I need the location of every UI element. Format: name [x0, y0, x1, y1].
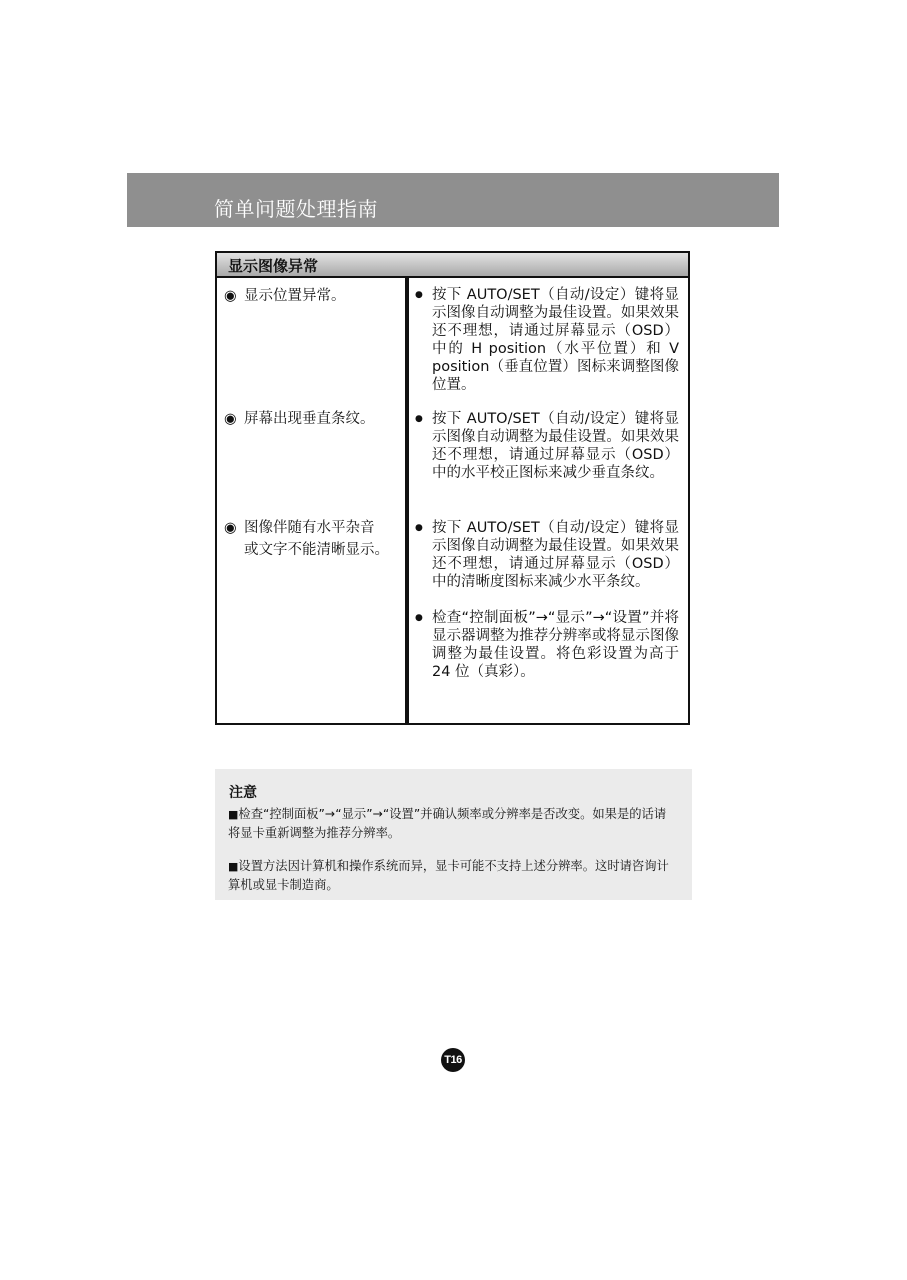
circle-dot-icon: ◉ — [224, 520, 237, 536]
solution-text: 检查“控制面板”→“显示”→“设置”并将显示器调整为推荐分辨率或将显示图像调整为最佳设置。将色彩设置为高于 24 位（真彩）。 — [432, 610, 679, 680]
solution-item — [415, 609, 679, 681]
bullet-icon: ● — [415, 290, 423, 300]
bullet-icon: ● — [415, 613, 423, 623]
table-heading — [217, 253, 688, 278]
note-item — [228, 857, 678, 894]
circle-dot-icon: ◉ — [224, 288, 237, 304]
note-box — [215, 769, 692, 900]
solution-text: 按下 AUTO/SET（自动/设定）键将显示图像自动调整为最佳设置。如果效果还不理想，请通过屏幕显示（OSD）中的 H position（水平位置）和 V position（垂直位置）图标来调整图像位置。 — [432, 287, 679, 393]
page-number-badge: T16 — [441, 1048, 465, 1072]
note-item — [228, 805, 678, 842]
symptom-item — [224, 408, 375, 430]
symptom-text: 或文字不能清晰显示。 — [244, 542, 389, 558]
symptom-text: 屏幕出现垂直条纹。 — [244, 411, 375, 427]
symptom-text: 显示位置异常。 — [244, 288, 346, 304]
solution-text: 按下 AUTO/SET（自动/设定）键将显示图像自动调整为最佳设置。如果效果还不理想，请通过屏幕显示（OSD）中的水平校正图标来减少垂直条纹。 — [432, 411, 679, 481]
note-text: 检查“控制面板”→“显示”→“设置”并确认频率或分辨率是否改变。如果是的话请将显卡重新调整为推荐分辨率。 — [228, 807, 667, 840]
section-title: 简单问题处理指南 — [214, 197, 378, 221]
symptom-item — [224, 285, 346, 307]
note-title: 注意 — [229, 785, 257, 801]
circle-dot-icon: ◉ — [224, 411, 237, 427]
bullet-icon: ● — [415, 523, 423, 533]
square-bullet-icon: ■ — [228, 860, 239, 873]
solution-item — [415, 519, 679, 591]
table-heading-text: 显示图像异常 — [228, 257, 319, 275]
solution-item — [415, 286, 679, 394]
solution-text: 按下 AUTO/SET（自动/设定）键将显示图像自动调整为最佳设置。如果效果还不理想，请通过屏幕显示（OSD）中的清晰度图标来减少水平条纹。 — [432, 520, 679, 590]
section-header-bar — [127, 173, 779, 227]
bullet-icon: ● — [415, 414, 423, 424]
symptom-text: 图像伴随有水平杂音 — [244, 520, 375, 536]
solution-item — [415, 410, 679, 482]
square-bullet-icon: ■ — [228, 808, 239, 821]
note-text: 设置方法因计算机和操作系统而异，显卡可能不支持上述分辨率。这时请咨询计算机或显卡制造商。 — [228, 859, 669, 892]
column-divider — [405, 278, 409, 723]
troubleshooting-table — [215, 251, 690, 725]
symptom-item — [224, 517, 389, 561]
